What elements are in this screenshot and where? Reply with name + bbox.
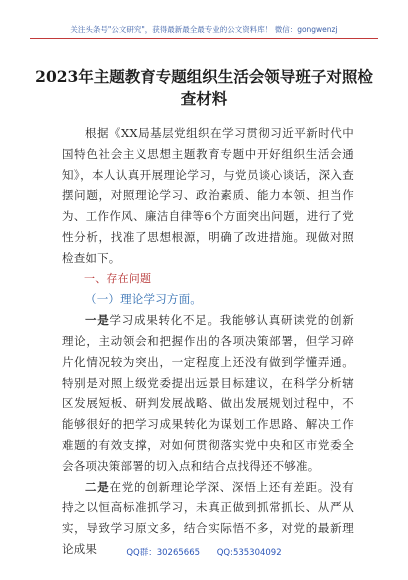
subsection-heading: （一）理论学习方面。: [85, 292, 202, 307]
paragraph-1-text: 学习成果转化不足。我能够认真研读党的创新理论，主动领会和把握作出的各项决策部署，但学习碎片化情况较为突出，一定程度上还没有做到学懂弄通。特别是对照上级党委提出远景目标建议，在科学分析辖区发展短板、研判发展战略、做出发展规划过程中，不能够很好的把学习成果转化为谋划工作思路、解决工作难题的有效支撑，对如何贯彻落实党中央和区市党委全会各项决策部署的切入点和结合点找得还不够准。: [62, 313, 355, 473]
paragraph-1-lead: 一是: [85, 313, 110, 328]
document-title: 2023年主题教育专题组织生活会领导班子对照检查材料: [35, 67, 373, 108]
header-divider: [30, 38, 378, 39]
header-banner: 关注头条号"公文研究"，获得最新最全最专业的公文资料库！ 微信：gongwenzj: [70, 25, 338, 34]
section-heading: 一、存在问题: [84, 271, 152, 285]
intro-paragraph: 根据《XX局基层党组织在学习贯彻习近平新时代中国特色社会主义思想主题教育专题中开好组织生活会通知》，本人认真开展理论学习，与党员谈心谈话，深入查摆问题，对照理论学习、政治素质、能力本领、担当作为、工作作风、廉洁自律等6个方面突出问题，进行了党性分析，找准了思想根源，明确了改进措施。现做对照检查如下。: [62, 126, 354, 265]
document-body: [62, 123, 354, 560]
paragraph-2-lead: 二是: [85, 479, 110, 494]
footer-contact: QQ群：30265665 QQ:535304092: [126, 548, 282, 558]
body-paragraph-1: [62, 310, 354, 476]
paragraph-2-text: 在党的创新理论学深、深悟上还有差距。没有持之以恒高标准抓学习，未真正做到抓常抓长、从严从实，导致学习原文多，结合实际悟不多，对党的最新理论成果: [62, 479, 355, 556]
